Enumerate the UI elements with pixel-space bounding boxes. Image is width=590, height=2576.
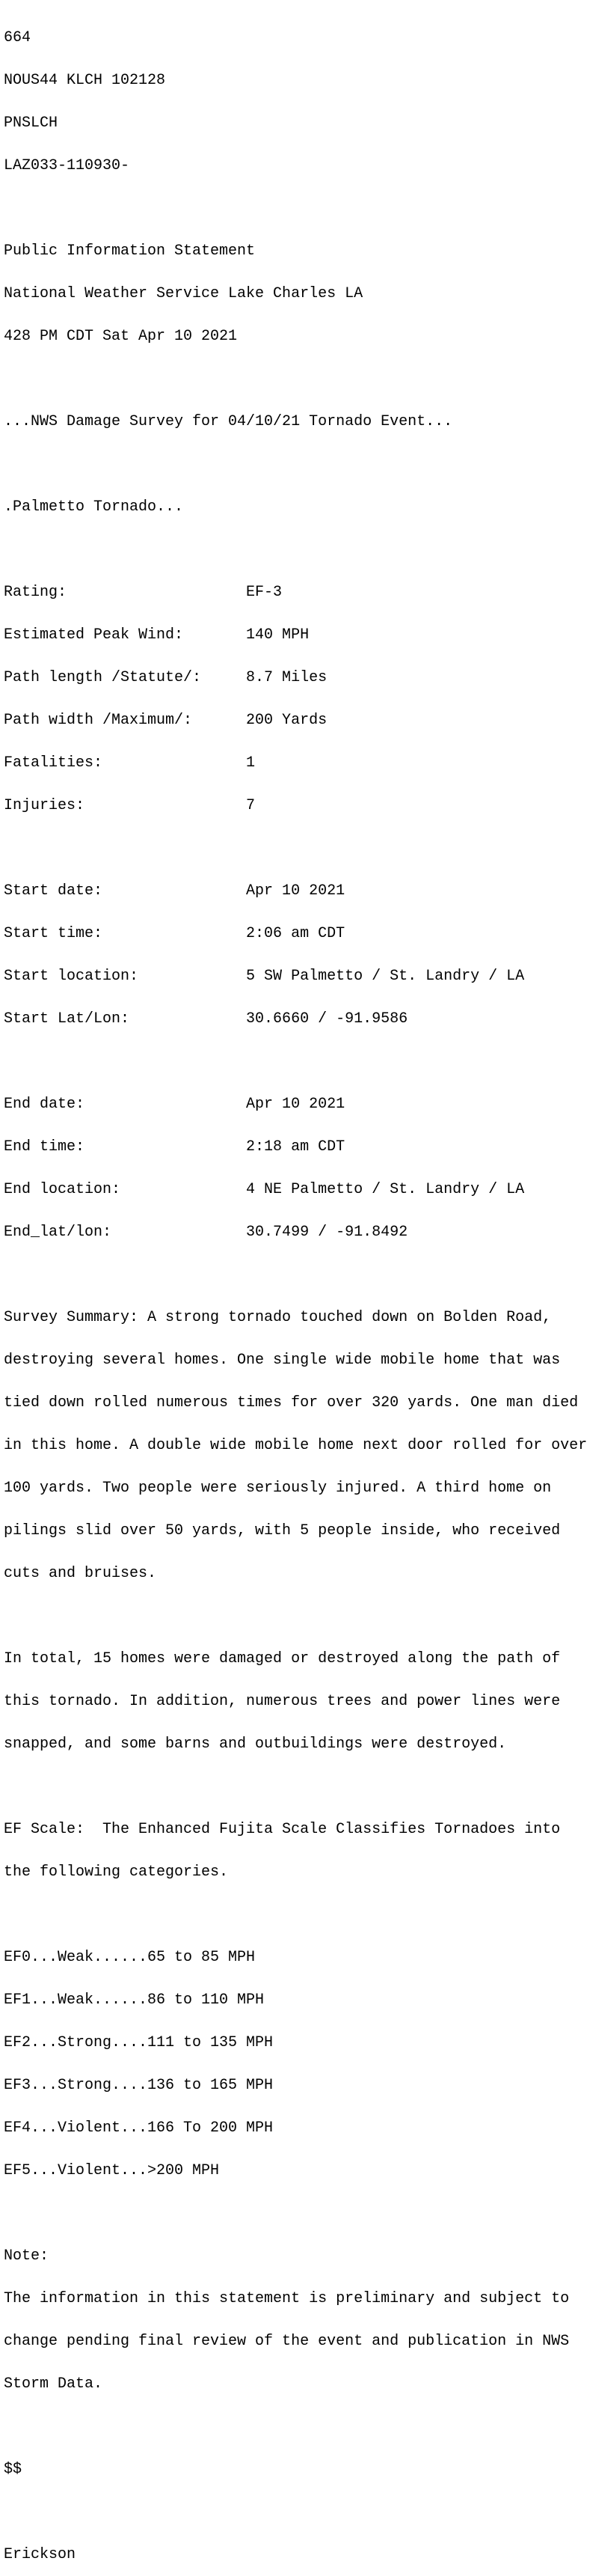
survey-summary-line: 100 yards. Two people were seriously injured. A third home on <box>4 1480 552 1497</box>
survey-headline: ...NWS Damage Survey for 04/10/21 Tornado Event... <box>4 413 453 430</box>
issuing-office: National Weather Service Lake Charles LA <box>4 285 363 302</box>
fatalities-row: Fatalities: 1 <box>4 754 256 772</box>
blank-line <box>4 543 590 557</box>
blank-line <box>4 372 590 386</box>
end-time-row: End time: 2:18 am CDT <box>4 1138 345 1156</box>
blank-line <box>4 201 590 216</box>
damage-total-line: this tornado. In addition, numerous trees and power lines were <box>4 1693 561 1710</box>
ef-scale-row: EF0...Weak......65 to 85 MPH <box>4 1949 256 1966</box>
start-latlon-row: Start Lat/Lon: 30.6660 / -91.9586 <box>4 1010 408 1028</box>
survey-summary-line: in this home. A double wide mobile home next door rolled for over <box>4 1437 588 1454</box>
end-location-row: End location: 4 NE Palmetto / St. Landry / LA <box>4 1181 525 1198</box>
blank-line <box>4 2206 590 2221</box>
note-text-line: change pending final review of the event and publication in NWS <box>4 2333 570 2350</box>
note-text-line: Storm Data. <box>4 2375 103 2393</box>
awips-id-line: PNSLCH <box>4 115 58 132</box>
start-location-row: Start location: 5 SW Palmetto / St. Landry / LA <box>4 968 525 985</box>
product-id-line: 664 <box>4 29 31 46</box>
start-date-row: Start date: Apr 10 2021 <box>4 882 345 900</box>
ef-scale-intro: the following categories. <box>4 1864 229 1881</box>
survey-summary-line: tied down rolled numerous times for over 320 yards. One man died <box>4 1394 579 1411</box>
start-time-row: Start time: 2:06 am CDT <box>4 925 345 942</box>
zone-code-line: LAZ033-110930- <box>4 157 130 174</box>
survey-summary-line: pilings slid over 50 yards, with 5 people inside, who received <box>4 1522 561 1539</box>
blank-line <box>4 1054 590 1069</box>
path-length-row: Path length /Statute/: 8.7 Miles <box>4 669 328 686</box>
blank-line <box>4 2505 590 2519</box>
damage-total-line: snapped, and some barns and outbuildings were destroyed. <box>4 1736 507 1753</box>
ef-scale-row: EF4...Violent...166 To 200 MPH <box>4 2119 274 2137</box>
blank-line <box>4 2420 590 2434</box>
blank-line <box>4 1780 590 1794</box>
ef-scale-intro: EF Scale: The Enhanced Fujita Scale Classifies Tornadoes into <box>4 1821 561 1838</box>
ef-scale-row: EF1...Weak......86 to 110 MPH <box>4 1991 265 2009</box>
blank-line <box>4 1908 590 1922</box>
statement-title: Public Information Statement <box>4 242 256 260</box>
ef-scale-row: EF3...Strong....136 to 165 MPH <box>4 2077 274 2094</box>
tornado-name: .Palmetto Tornado... <box>4 498 184 516</box>
issue-time: 428 PM CDT Sat Apr 10 2021 <box>4 328 238 345</box>
blank-line <box>4 841 590 855</box>
peak-wind-row: Estimated Peak Wind: 140 MPH <box>4 626 310 644</box>
path-width-row: Path width /Maximum/: 200 Yards <box>4 712 328 729</box>
survey-summary-line: Survey Summary: A strong tornado touched down on Bolden Road, <box>4 1309 552 1326</box>
note-label: Note: <box>4 2247 49 2265</box>
blank-line <box>4 457 590 471</box>
end-of-product-marker: $$ <box>4 2461 22 2478</box>
damage-total-line: In total, 15 homes were damaged or destroyed along the path of <box>4 1650 561 1667</box>
blank-line <box>4 1268 590 1282</box>
end-latlon-row: End_lat/lon: 30.7499 / -91.8492 <box>4 1224 408 1241</box>
survey-summary-line: destroying several homes. One single wide mobile home that was <box>4 1352 561 1369</box>
survey-summary-line: cuts and bruises. <box>4 1565 157 1582</box>
ef-scale-row: EF5...Violent...>200 MPH <box>4 2162 220 2179</box>
injuries-row: Injuries: 7 <box>4 797 256 814</box>
rating-row: Rating: EF-3 <box>4 584 283 601</box>
note-text-line: The information in this statement is preliminary and subject to <box>4 2290 570 2307</box>
wmo-header-line: NOUS44 KLCH 102128 <box>4 72 166 89</box>
ef-scale-row: EF2...Strong....111 to 135 MPH <box>4 2034 274 2051</box>
blank-line <box>4 1609 590 1623</box>
author-signature: Erickson <box>4 2546 76 2563</box>
end-date-row: End date: Apr 10 2021 <box>4 1096 345 1113</box>
